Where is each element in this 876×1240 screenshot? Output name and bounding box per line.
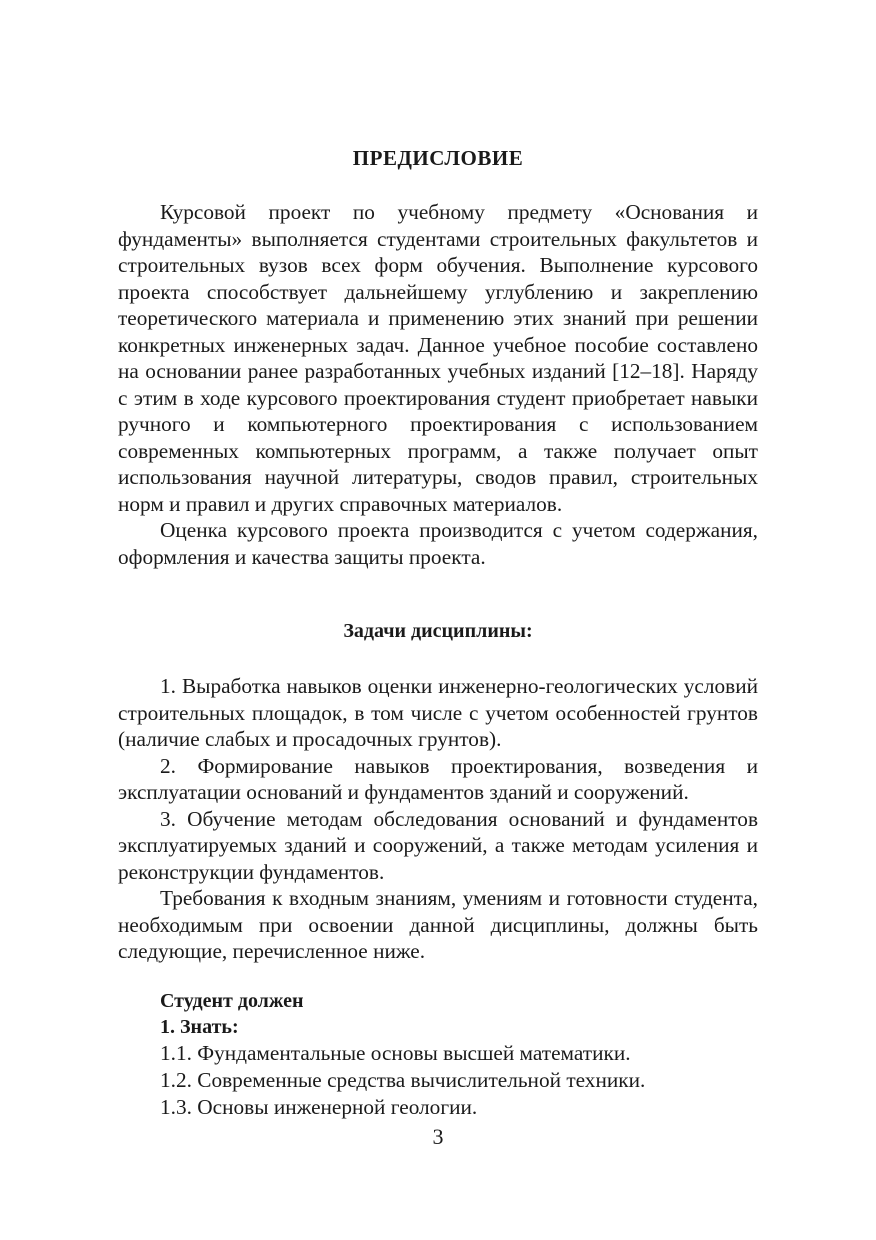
student-section [118,988,758,1121]
preface-section [118,199,758,570]
tasks-section [118,673,758,965]
knowledge-item-1: 1.1. Фундаментальные основы высшей математики. [160,1041,631,1065]
preface-paragraph-2: Оценка курсового проекта производится с учетом содержания, оформления и качества защиты проекта. [118,518,758,569]
task-item-2: 2. Формирование навыков проектирования, возведения и эксплуатации оснований и фундаментов зданий и сооружений. [118,753,758,804]
student-subheading: 1. Знать: [160,1016,239,1038]
tasks-heading: Задачи дисциплины: [343,620,533,642]
task-item-3: 3. Обучение методам обследования оснований и фундаментов эксплуатируемых зданий и сооружений, а также методам усиления и реконструкции фундаментов. [118,806,758,884]
requirements-paragraph: Требования к входным знаниям, умениям и готовности студента, необходимым при освоении данной дисциплины, должны быть следующие, перечисленное ниже. [118,886,758,963]
knowledge-item-2: 1.2. Современные средства вычислительной техники. [160,1068,646,1092]
knowledge-item-3: 1.3. Основы инженерной геологии. [160,1095,478,1119]
preface-paragraph-1: Курсовой проект по учебному предмету «Основания и фундаменты» выполняется студентами строительных факультетов и строительных вузов всех форм обучения. Выполнение курсового проекта способствует дальнейшему углублению и закреплению теоретического материала и применению этих знаний при решении конкретных инженерных задач. Данное учебное пособие составлено на основании ранее разработанных учебных изданий [12–18]. Наряду с этим в ходе курсового проектирования студент приобретает навыки ручного и компьютерного проектирования с использованием современных компьютерных программ, а также получает опыт использования научной литературы, сводов правил, строительных норм и правил и других справочных материалов. [118,200,758,516]
document-page [118,0,758,1240]
page-title: ПРЕДИСЛОВИЕ [352,146,524,170]
page-number: 3 [432,1124,444,1149]
student-heading: Студент должен [160,990,304,1012]
task-item-1: 1. Выработка навыков оценки инженерно-геологических условий строительных площадок, в том числе с учетом особенностей грунтов (наличие слабых и просадочных грунтов). [118,674,758,751]
